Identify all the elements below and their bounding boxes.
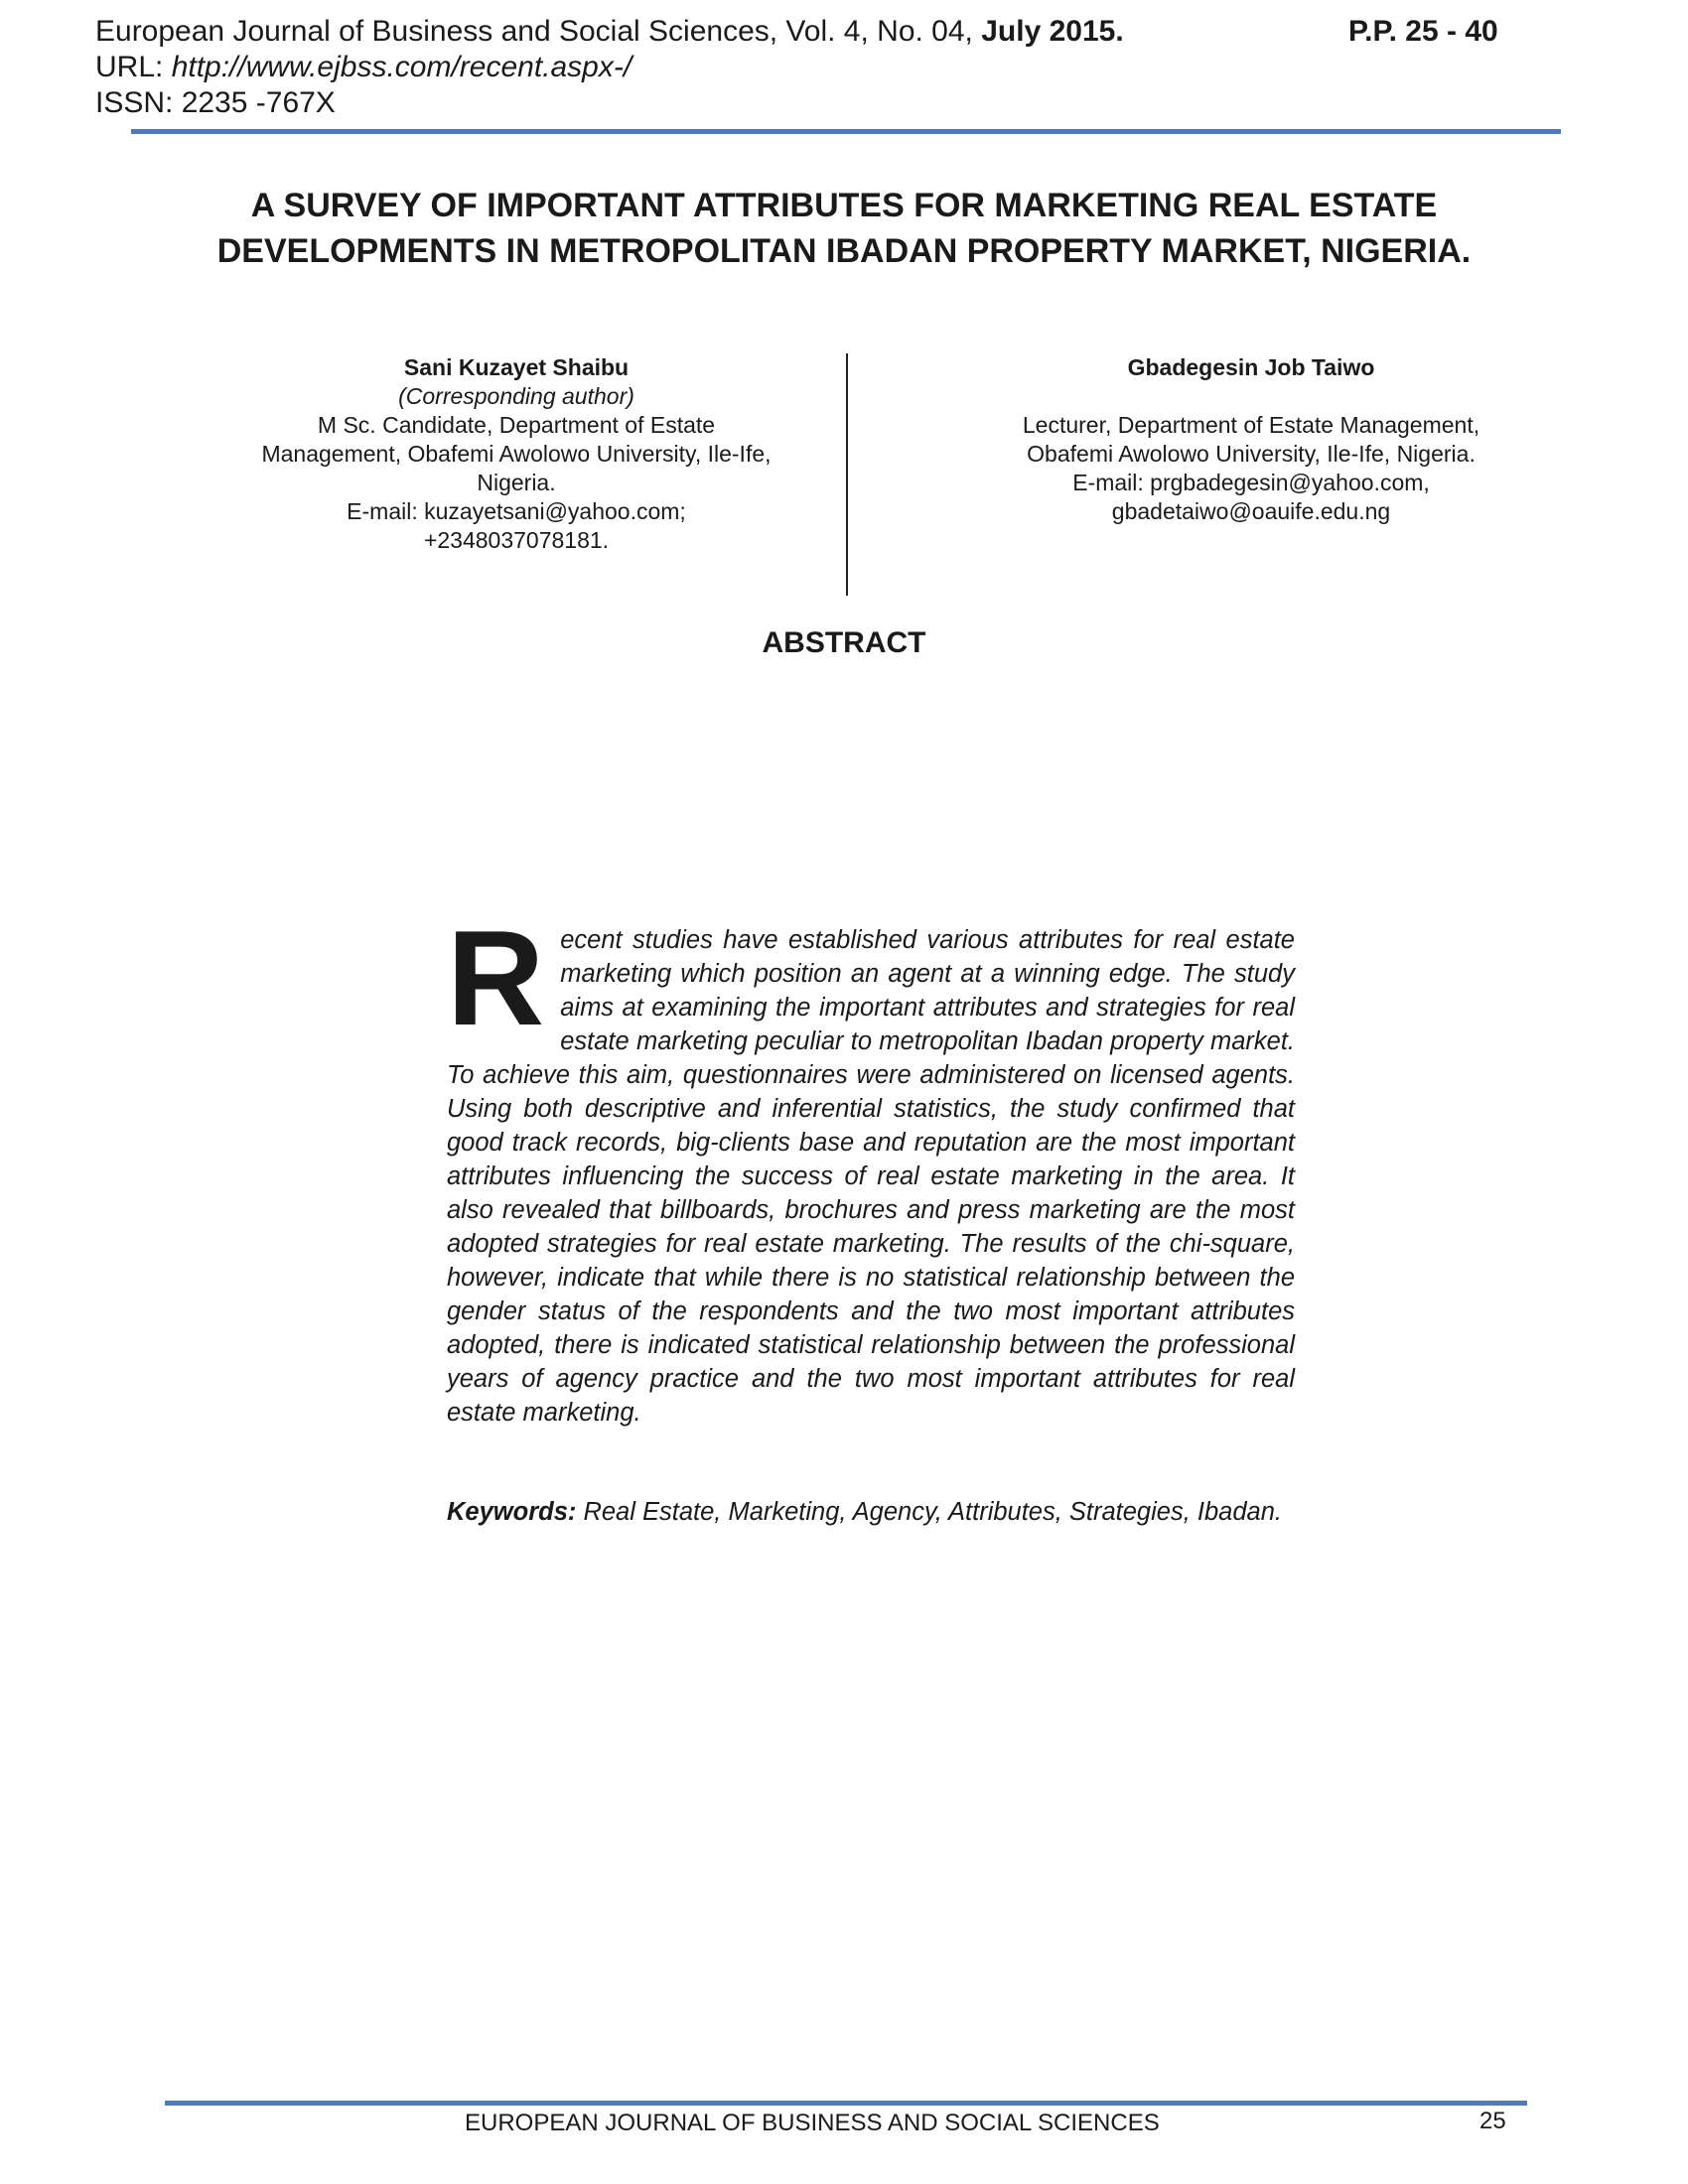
- author-block-1: [248, 353, 784, 555]
- author-name: Sani Kuzayet Shaibu: [403, 354, 630, 380]
- author-affiliation: Management, Obafemi Awolowo University, Ile-Ife,: [261, 441, 772, 467]
- journal-citation: [95, 14, 1124, 50]
- url-label: URL:: [95, 51, 172, 83]
- author-affiliation: Lecturer, Department of Estate Management,: [1022, 412, 1480, 438]
- url-link[interactable]: http://www.ejbss.com/recent.aspx-/: [171, 51, 633, 83]
- spacer: [978, 382, 1524, 411]
- author-block-2: [978, 353, 1524, 526]
- author-affiliation: Nigeria.: [477, 470, 556, 495]
- keywords-label: Keywords:: [447, 1498, 577, 1526]
- page-number: 25: [1479, 2108, 1506, 2134]
- author-email[interactable]: gbadetaiwo@oauife.edu.ng: [1111, 498, 1391, 524]
- author-email[interactable]: E-mail: kuzayetsani@yahoo.com;: [347, 498, 686, 524]
- author-affiliation: M Sc. Candidate, Department of Estate: [317, 412, 716, 438]
- drop-cap: R: [447, 902, 545, 1053]
- journal-citation-text: European Journal of Business and Social Sciences, Vol. 4, No. 04,: [95, 15, 982, 48]
- author-name: Gbadegesin Job Taiwo: [1127, 354, 1375, 380]
- header-rule: [131, 129, 1561, 134]
- author-affiliation: Obafemi Awolowo University, Ile-Ife, Nigeria.: [1027, 441, 1476, 467]
- abstract-text: ecent studies have established various attributes for real estate marketing which position an agent at a winning edge. The study aims at examining the important attributes and strategies for real estate marketing peculiar to metropolitan Ibadan property market. To achieve this aim, questionnaires were administered on licensed agents. Using both descriptive and inferential statistics, the study confirmed that good track records, big-clients base and reputation are the most important attributes influencing the success of real estate marketing in the area. It also revealed that billboards, brochures and press marketing are the most adopted strategies for real estate marketing. The results of the chi-square, however, indicate that while there is no statistical relationship between the gender status of the respondents and the two most important attributes adopted, there is indicated statistical relationship between the professional years of agency practice and the two most important attributes for real estate marketing.: [447, 926, 1295, 1427]
- author-divider: [846, 353, 848, 596]
- footer-journal-name: EUROPEAN JOURNAL OF BUSINESS AND SOCIAL SCIENCES: [465, 2110, 1160, 2136]
- issn: ISSN: 2235 -767X: [95, 86, 336, 119]
- issue-date: July 2015.: [981, 15, 1124, 48]
- journal-url: [95, 50, 632, 85]
- abstract-heading: ABSTRACT: [762, 626, 926, 659]
- author-role: (Corresponding author): [398, 383, 634, 409]
- abstract-body: [447, 902, 1295, 1430]
- author-email[interactable]: E-mail: prgbadegesin@yahoo.com,: [1072, 470, 1430, 495]
- paper-title: A SURVEY OF IMPORTANT ATTRIBUTES FOR MARKETING REAL ESTATE DEVELOPMENTS IN METROPOLITAN IBADAN PROPERTY MARKET, NIGERIA.: [216, 187, 1472, 270]
- footer-rule: [165, 2101, 1527, 2106]
- keywords: [447, 1495, 1295, 1529]
- author-phone: +2348037078181.: [423, 527, 610, 553]
- page-range: P.P. 25 - 40: [1348, 15, 1498, 48]
- keywords-list: Real Estate, Marketing, Agency, Attributes, Strategies, Ibadan.: [576, 1498, 1282, 1526]
